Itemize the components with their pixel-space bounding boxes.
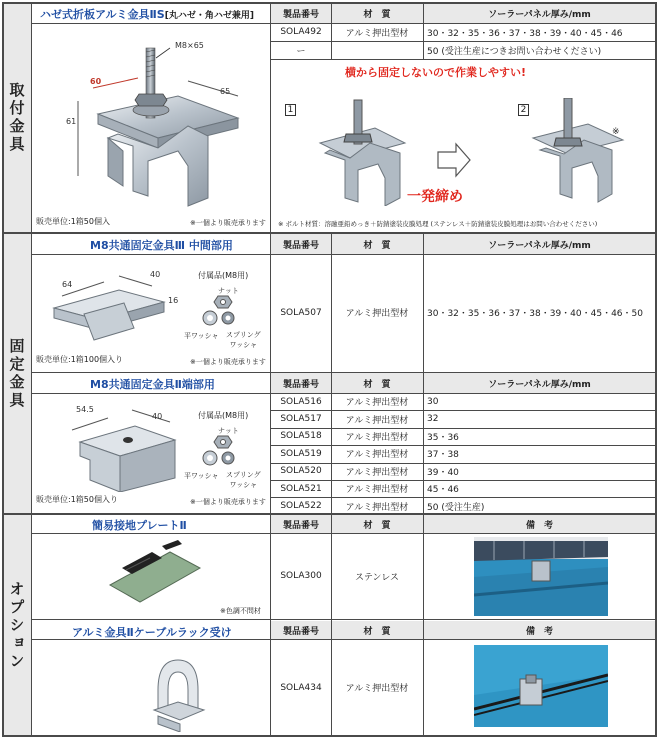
col-header-material: 材 質 [331,373,423,393]
grid-line [2,2,4,737]
grid-line [3,735,656,737]
cable-rack-photo [474,645,608,727]
grid-line [423,619,424,736]
section5-title: アルミ金具Ⅱケーブルラック受け [72,626,232,639]
dimension-65: 65 [220,87,231,96]
grid-line [3,513,656,515]
arrow-right-icon [436,142,472,178]
grid-line [331,2,332,59]
col-header-material: 材 質 [331,3,423,23]
col-header-thickness: ソーラーパネル厚み/mm [423,234,656,254]
grid-line [271,639,656,640]
side-label-mounting: 取付金具 [3,3,31,232]
grid-line [423,2,424,59]
grid-line [31,254,270,255]
grid-line [271,410,656,411]
col-header-product-no: 製品番号 [271,373,331,393]
grid-line [31,533,270,534]
material: アルミ押出型材 [345,415,409,426]
thickness: 50 (受注生産につきお問い合わせください) [427,46,602,57]
nut-label: ナット [218,287,239,295]
grid-line [331,372,332,513]
bolt-material-note: ※ ボルト材質：溶融亜鉛めっき＋防錆塗装皮膜処理 (ステンレス＋防錆塗装皮膜処理はお問い合わせください) [278,220,598,228]
material: アルミ押出型材 [345,309,409,319]
material: アルミ押出型材 [345,485,409,496]
thickness: 35・36 [427,432,459,443]
dimension-16: 16 [168,296,179,305]
col-header-remarks: 備 考 [423,621,656,639]
section4-title: 簡易接地プレートⅡ [92,519,187,532]
product-no: SOLA516 [280,396,322,407]
col-header-material: 材 質 [331,515,423,533]
step-1-badge: 1 [285,104,296,116]
thickness: 45・46 [427,485,459,496]
grid-line [423,372,424,513]
material: アルミ押出型材 [345,432,409,443]
sales-note: ※一個より販売承ります [190,358,266,366]
product-no: SOLA521 [280,483,322,494]
col-header-material: 材 質 [331,621,423,639]
thickness: 39・40 [427,467,459,478]
section3-title: M8共通固定金具Ⅱ端部用 [90,378,215,391]
col-header-remarks: 備 考 [423,515,656,533]
thickness: 37・38 [427,450,459,461]
grid-line [31,639,270,640]
side-label-option: オプション [3,515,31,736]
grid-line [331,232,332,372]
thickness: 30・32・35・36・37・38・39・40・45・46・50 [427,309,643,319]
grid-line [271,254,656,255]
sales-note: ※一個より販売承ります [190,219,266,227]
grid-line [423,232,424,372]
product-no: SOLA522 [280,501,322,512]
one-shot-label: 一発締め [407,189,463,205]
product-no: SOLA492 [280,27,322,37]
dimension-40: 40 [152,412,163,421]
grid-line [31,372,656,373]
material [331,41,423,59]
spring-washer-label: スプリング ワッシャ [226,471,261,489]
col-header-thickness: ソーラーパネル厚み/mm [423,373,656,393]
dimension-64: 64 [62,280,73,289]
grid-line [271,463,656,464]
nut-washer-icons [198,434,258,468]
dimension-60: 60 [90,77,102,86]
grid-line [3,2,656,4]
step-2-badge: 2 [518,104,529,116]
grid-line [3,232,656,234]
section2-title: M8共通固定金具Ⅲ 中間部用 [90,239,233,252]
material: アルミ押出型材 [345,684,409,694]
grid-line [331,513,332,619]
thickness: 50 (受注生産) [427,502,485,513]
thickness: 30 [427,396,439,407]
grid-line [271,59,656,60]
side-label-fixing: 固定金具 [3,234,31,513]
thickness: 32 [427,414,439,425]
grid-line [271,480,656,481]
material: アルミ押出型材 [345,450,409,461]
grid-line [31,2,32,737]
grid-line [271,23,656,24]
ground-plate-drawing [100,540,210,610]
grid-line [270,2,271,737]
flat-washer-label: 平ワッシャ [184,472,219,480]
col-header-product-no: 製品番号 [271,234,331,254]
product-no: ー [296,46,306,57]
dimension-61: 61 [66,117,77,126]
sales-unit: 販売単位:1箱50個入り [36,495,118,504]
col-header-product-no: 製品番号 [271,515,331,533]
material: アルミ押出型材 [345,398,409,409]
grid-line [271,533,656,534]
section1-title: ハゼ式折板アルミ金具ⅡS[丸ハゼ・角ハゼ兼用] [40,8,254,21]
col-header-product-no: 製品番号 [271,621,331,639]
grid-line [423,513,424,619]
grid-line [31,23,270,24]
grid-line [271,445,656,446]
sales-unit: 販売単位:1箱50個入 [36,217,110,226]
grid-line [31,393,270,394]
dimension-40: 40 [150,270,161,279]
ground-plate-photo [474,537,608,616]
material: アルミ押出型材 [345,467,409,478]
accessories-label: 付属品(M8用) [198,271,249,280]
cable-rack-bracket-drawing [148,650,208,732]
spring-washer-label: スプリング ワッシャ [226,331,261,349]
product-no: SOLA517 [280,414,322,425]
accessories-label: 付属品(M8用) [198,411,249,420]
step-2-image [528,98,628,206]
product-no: SOLA507 [280,307,322,318]
grid-line [271,497,656,498]
grid-line [271,41,656,42]
grid-line [331,619,332,736]
bolt-size-label: M8×65 [175,41,204,50]
grid-line [655,2,657,737]
dimension-54-5: 54.5 [76,405,94,414]
material: ステンレス [355,572,399,583]
grid-line [271,428,656,429]
col-header-product-no: 製品番号 [271,3,331,23]
material: アルミ押出型材 [345,28,409,39]
product-no: SOLA300 [280,571,322,581]
step-1-image [300,98,410,206]
grid-line [271,393,656,394]
nut-label: ナット [218,427,239,435]
asterisk-mark: ※ [612,127,620,137]
product-no: SOLA434 [280,682,322,693]
product-no: SOLA519 [280,448,322,459]
product-no: SOLA520 [280,466,322,477]
product-no: SOLA518 [280,431,322,442]
nut-washer-icons [198,294,258,328]
col-header-thickness: ソーラーパネル厚み/mm [423,3,656,23]
material: アルミ押出型材 [345,502,409,513]
thickness: 30・32・35・36・37・38・39・40・45・46 [427,28,623,39]
sales-unit: 販売単位:1箱100個入り [36,355,124,364]
sales-note: ※一個より販売承ります [190,498,266,506]
color-note: ※色調不問材 [220,607,261,615]
grid-line [31,619,656,620]
col-header-material: 材 質 [331,234,423,254]
flat-washer-label: 平ワッシャ [184,332,219,340]
promo-headline: 横から固定しないので作業しやすい! [345,66,527,79]
